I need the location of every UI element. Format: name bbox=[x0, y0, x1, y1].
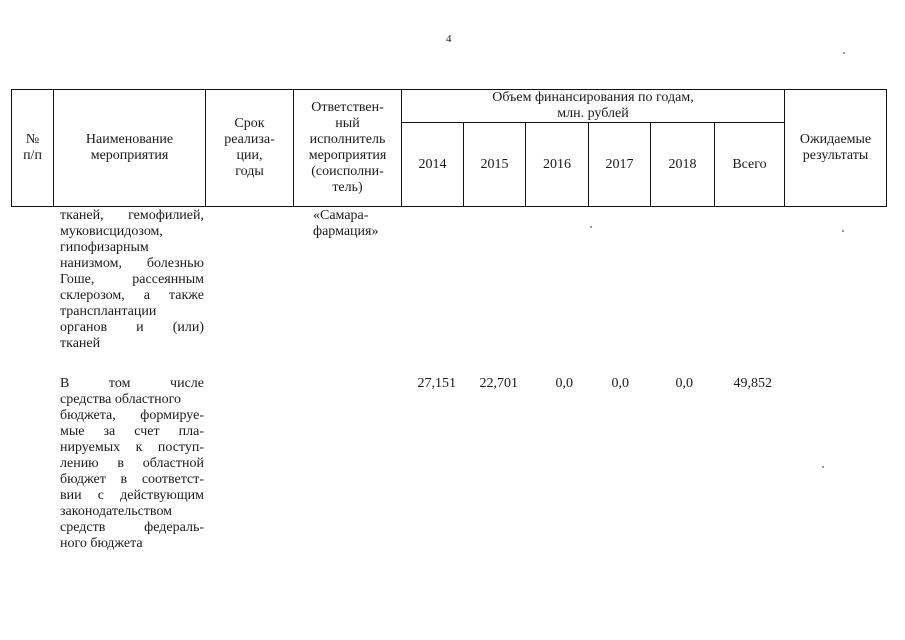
header-col-number: № п/п bbox=[12, 90, 54, 207]
row2-value-2016: 0,0 bbox=[555, 376, 573, 391]
header-year-2017: 2017 bbox=[589, 123, 651, 207]
row2-value-2018: 0,0 bbox=[675, 376, 693, 391]
row2-value-2017: 0,0 bbox=[611, 376, 629, 391]
continuation-name: тканей, гемофилией, муковисцидозом, гипофизарным нанизмом, болезнью Гоше, рассеянным склерозом, а также трансплантации органов и (или) тканей bbox=[60, 208, 204, 351]
continuation-executor: «Самара- фармация» bbox=[313, 208, 379, 239]
header-year-2015: 2015 bbox=[464, 123, 526, 207]
header-col-name: Наименование мероприятия bbox=[54, 90, 206, 207]
scan-speck bbox=[822, 466, 824, 468]
header-col-executor: Ответствен- ный исполнитель мероприятия (соисполни- тель) bbox=[294, 90, 402, 207]
scan-speck bbox=[843, 52, 845, 54]
header-table bbox=[11, 89, 887, 207]
row2-value-2014: 27,151 bbox=[417, 376, 456, 391]
header-col-results: Ожидаемые результаты bbox=[785, 90, 887, 207]
header-year-2018: 2018 bbox=[651, 123, 715, 207]
header-col-funding: Объем финансирования по годам, млн. рублей bbox=[402, 90, 785, 123]
row2-name: В том числе средства областного бюджета, формируе- мые за счет пла- нируемых к поступ- лению в областной бюджет в соответст- вии с действующим законодательством средств федераль- ного бюджета bbox=[60, 376, 204, 551]
header-total: Всего bbox=[715, 123, 785, 207]
row2-value-2015: 22,701 bbox=[479, 376, 518, 391]
header-year-2016: 2016 bbox=[526, 123, 589, 207]
page-number: 4 bbox=[446, 33, 452, 45]
scan-speck bbox=[590, 226, 592, 228]
row2-value-total: 49,852 bbox=[733, 376, 772, 391]
scan-speck bbox=[842, 230, 844, 232]
header-year-2014: 2014 bbox=[402, 123, 464, 207]
header-col-term: Срок реализа- ции, годы bbox=[206, 90, 294, 207]
